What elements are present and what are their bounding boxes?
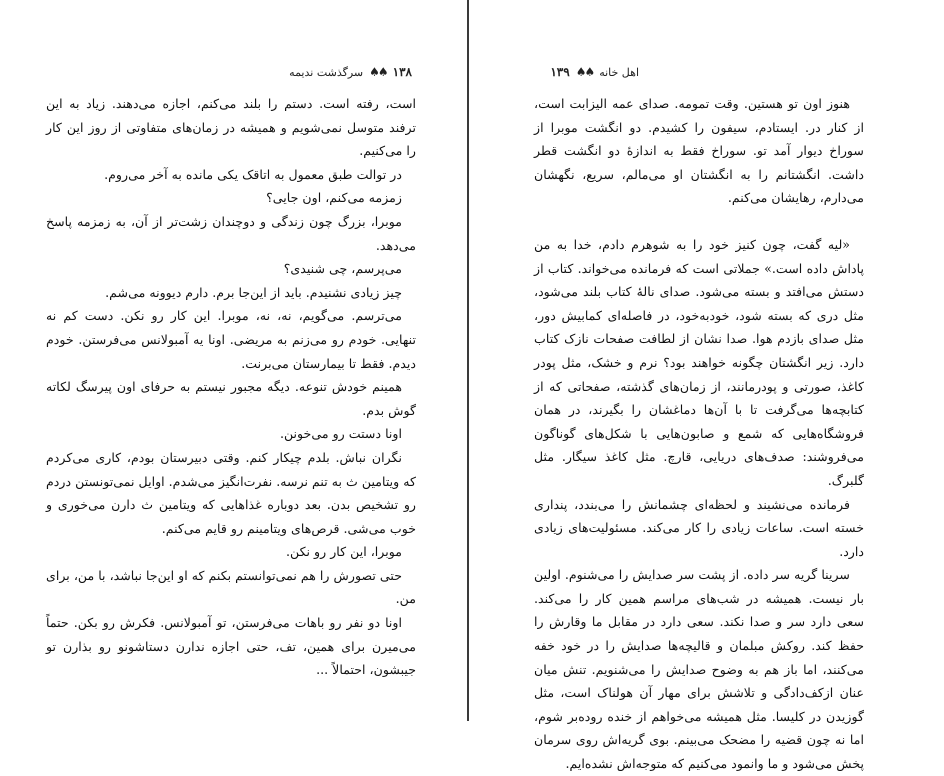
paragraph: همینم خودش تنوعه. دیگه مجبور نیستم به حرفای اون پیرسگ لکاته گوش بدم. <box>46 379 416 418</box>
paragraph: نگران نباش. بلدم چیکار کنم. وقتی دبیرستان بودم، کاری می‌کردم که ویتامین ث به تنم نرسه. نفرت‌انگیز می‌شدم. اوایل نمی‌تونستن دردم رو تشخیص بدن. بعد دوباره غذاهایی که ویتامین ث دارن می‌خوری و خوب می‌شی. قرص‌های ویتامینم رو قایم می‌کنم. <box>46 449 416 536</box>
paragraph: فرمانده می‌نشیند و لحظه‌ای چشمانش را می‌بندد، پنداری خسته است. ساعات زیادی را کار می‌کند. مسئولیت‌های زیادی دارد. <box>534 496 864 559</box>
ornament-icon: ♠♠ <box>369 65 387 79</box>
page-gutter <box>467 0 469 721</box>
paragraph: در توالت طبق معمول به اتاقک یکی مانده به آخر می‌روم. <box>104 166 402 182</box>
right-page <box>470 0 944 772</box>
paragraph: می‌ترسم. می‌گویم، نه، نه، موبرا. این کار رو نکن. دست کم نه تنهایی. خودم رو می‌زنم به مریضی. اونا یه آمبولانس می‌فرستن. خودم دیدم. فقط تا بیمارستان می‌برنت. <box>46 308 416 371</box>
paragraph: است، رفته است. دستم را بلند می‌کنم، اجازه می‌دهند. زیاد به این ترفند متوسل نمی‌شویم و همیشه در زمان‌های متفاوتی از روز این کار را می‌کنیم. <box>46 96 416 159</box>
paragraph: اونا دستت رو می‌خونن. <box>279 426 402 442</box>
right-page-text <box>534 92 864 776</box>
paragraph: چیز زیادی نشنیدم. باید از این‌جا برم. دارم دیوونه می‌شم. <box>105 284 402 300</box>
paragraph: موبرا، این کار رو نکن. <box>285 544 402 560</box>
paragraph: زمزمه می‌کنم، اون جایی؟ <box>266 190 402 206</box>
left-page-header <box>289 63 412 81</box>
paragraph: سرینا گریه سر داده. از پشت سر صدایش را می‌شنوم. اولین بار نیست. همیشه در شب‌های مراسم همین کار را می‌کند. سعی دارد سر و صدا نکند. سعی دارد در مقابل ما وقارش را حفظ کند. روکش مبلمان و قالیچه‌ها صدایش را در خود خفه می‌کنند، اما باز هم به وضوح صدایش را می‌شنویم. تنش میان عنان ازکف‌دادگی و تلاشش برای مهار آن هولناک است، مثل گوزیدن در کلیسا. مثل همیشه می‌خواهم از خنده روده‌بر شوم، اما نه چون قضیه را مضحک می‌بینم. بوی گریه‌اش روی سرمان پخش می‌شود و ما وانمود می‌کنیم که متوجه‌اش نشده‌ایم. <box>534 567 864 772</box>
left-page <box>0 0 466 721</box>
running-head: اهل خانه <box>599 65 639 79</box>
paragraph: اونا دو نفر رو باهات می‌فرستن، تو آمبولانس. فکرش رو بکن. حتماً می‌میرن برای همین، تف، حتی اجازه ندارن دستاشونو رو بذارن تو جیبشون، احتمالاً ... <box>46 615 416 678</box>
ornament-icon: ♠♠ <box>575 65 594 79</box>
paragraph: می‌پرسم، چی شنیدی؟ <box>283 261 402 277</box>
paragraph: حتی تصورش را هم نمی‌توانستم بکنم که او این‌جا نباشد، با من، برای من. <box>46 567 416 607</box>
right-page-header <box>550 63 639 81</box>
paragraph: «لیه گفت، چون کنیز خود را به شوهرم دادم، خدا به من پاداش داده است.» جملاتی است که فرمانده می‌خواند. کتاب از دستش می‌افتد و بسته می‌شود. صدای نالهٔ کتاب بلند می‌شود، مثل دری که بسته شود، خودبه‌خود، در فاصله‌ای کمابیش دور، مثل صدای بازدم هوا. صدا نشان از لطافت صفحات نازک کتاب دارد. زیر انگشتان چگونه خواهند بود؟ نرم و خشک، مثل پودر کاغذ، صورتی و پودرمانند، از زمان‌های گذشته، صفحاتی که از کتابچه‌ها می‌گرفت تا با آن‌ها دماغشان را بگیرند، در همان فروشگاه‌هایی که شمع و صابون‌هایی با شکل‌های گوناگون می‌فروشند: صدف‌های دریایی، قارچ. مثل کاغذ سیگار. مثل گلبرگ. <box>534 236 864 488</box>
page-number: ۱۳۹ <box>550 65 570 79</box>
paragraph: هنوز اون تو هستین. وقت تمومه. صدای عمه الیزابت است، از کنار در. ایستادم، سیفون را کشیدم. دو انگشت موبرا از سوراخ دیوار آمد تو. سوراخ فقط به اندازهٔ دو انگشت قطر داشت. انگشتانم را به انگشتان او می‌مالم، سریع، نگهشان می‌دارم، رهایشان می‌کنم. <box>534 96 864 206</box>
running-head: سرگذشت ندیمه <box>289 65 364 79</box>
paragraph: موبرا، بزرگ چون زندگی و دوچندان زشت‌تر از آن، به زمزمه پاسخ می‌دهد. <box>46 213 416 253</box>
page-number: ۱۳۸ <box>392 65 412 79</box>
left-page-text <box>46 92 416 682</box>
